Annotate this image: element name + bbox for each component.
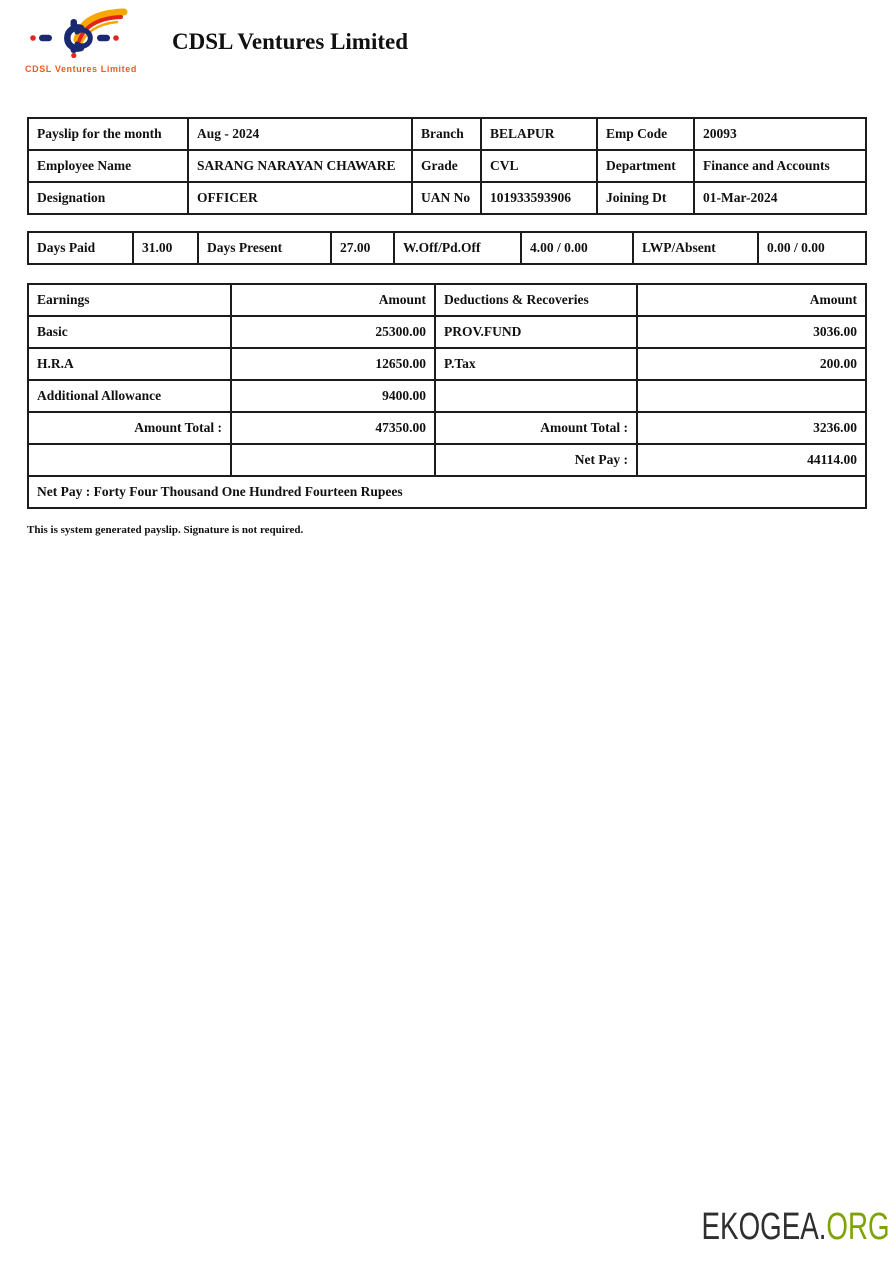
net-pay-empty-cell-1: [28, 444, 231, 476]
earnings-total-amount: 47350.00: [231, 412, 435, 444]
deductions-amount-header: Amount: [637, 284, 866, 316]
earning-addl-allowance-label: Additional Allowance: [28, 380, 231, 412]
logo-caption: CDSL Ventures Limited: [25, 64, 137, 74]
payslip-month-value: Aug - 2024: [188, 118, 412, 150]
days-paid-value: 31.00: [133, 232, 198, 264]
net-pay-empty-cell-2: [231, 444, 435, 476]
grade-label: Grade: [412, 150, 481, 182]
deduction-empty-label: [435, 380, 637, 412]
emp-code-label: Emp Code: [597, 118, 694, 150]
employee-name-value: SARANG NARAYAN CHAWARE: [188, 150, 412, 182]
deductions-total-label: Amount Total :: [435, 412, 637, 444]
watermark-secondary: ORG: [826, 1206, 890, 1248]
days-present-label: Days Present: [198, 232, 331, 264]
watermark-primary: EKOGEA.: [701, 1206, 827, 1248]
earning-hra-amount: 12650.00: [231, 348, 435, 380]
attendance-table: [27, 231, 867, 265]
department-label: Department: [597, 150, 694, 182]
joining-date-value: 01-Mar-2024: [694, 182, 866, 214]
woff-pdoff-value: 4.00 / 0.00: [521, 232, 633, 264]
company-name-title: CDSL Ventures Limited: [172, 29, 409, 54]
lwp-absent-label: LWP/Absent: [633, 232, 758, 264]
ekogea-watermark: [702, 1206, 890, 1249]
days-present-value: 27.00: [331, 232, 394, 264]
designation-label: Designation: [28, 182, 188, 214]
uan-value: 101933593906: [481, 182, 597, 214]
earning-basic-amount: 25300.00: [231, 316, 435, 348]
employee-name-label: Employee Name: [28, 150, 188, 182]
earnings-total-label: Amount Total :: [28, 412, 231, 444]
net-pay-value: 44114.00: [637, 444, 866, 476]
attendance-row: [28, 232, 866, 264]
deduction-ptax-label: P.Tax: [435, 348, 637, 380]
earning-addl-allowance-amount: 9400.00: [231, 380, 435, 412]
cdsl-logo-icon: [25, 8, 143, 58]
emp-code-value: 20093: [694, 118, 866, 150]
earnings-amount-header: Amount: [231, 284, 435, 316]
deductions-header: Deductions & Recoveries: [435, 284, 637, 316]
uan-label: UAN No: [412, 182, 481, 214]
earnings-header-row: [28, 284, 866, 316]
deductions-total-amount: 3236.00: [637, 412, 866, 444]
net-pay-words-row: [28, 476, 866, 508]
joining-date-label: Joining Dt: [597, 182, 694, 214]
deduction-ptax-amount: 200.00: [637, 348, 866, 380]
payslip-month-label: Payslip for the month: [28, 118, 188, 150]
department-value: Finance and Accounts: [694, 150, 866, 182]
info-row-designation: [28, 182, 866, 214]
company-logo: [25, 8, 145, 74]
lwp-absent-value: 0.00 / 0.00: [758, 232, 866, 264]
earning-hra-label: H.R.A: [28, 348, 231, 380]
days-paid-label: Days Paid: [28, 232, 133, 264]
earnings-row-basic: [28, 316, 866, 348]
deduction-pf-amount: 3036.00: [637, 316, 866, 348]
employee-info-table: [27, 117, 867, 215]
totals-row: [28, 412, 866, 444]
branch-label: Branch: [412, 118, 481, 150]
deduction-pf-label: PROV.FUND: [435, 316, 637, 348]
net-pay-row: [28, 444, 866, 476]
grade-value: CVL: [481, 150, 597, 182]
earning-basic-label: Basic: [28, 316, 231, 348]
earnings-row-hra: [28, 348, 866, 380]
deduction-empty-amount: [637, 380, 866, 412]
earnings-deductions-table: [27, 283, 867, 509]
earnings-header: Earnings: [28, 284, 231, 316]
info-row-name: [28, 150, 866, 182]
branch-value: BELAPUR: [481, 118, 597, 150]
designation-value: OFFICER: [188, 182, 412, 214]
net-pay-in-words: Net Pay : Forty Four Thousand One Hundred Fourteen Rupees: [28, 476, 866, 508]
net-pay-label: Net Pay :: [435, 444, 637, 476]
system-generated-note: This is system generated payslip. Signature is not required.: [27, 524, 304, 536]
woff-pdoff-label: W.Off/Pd.Off: [394, 232, 521, 264]
earnings-row-additional-allowance: [28, 380, 866, 412]
info-row-month: [28, 118, 866, 150]
